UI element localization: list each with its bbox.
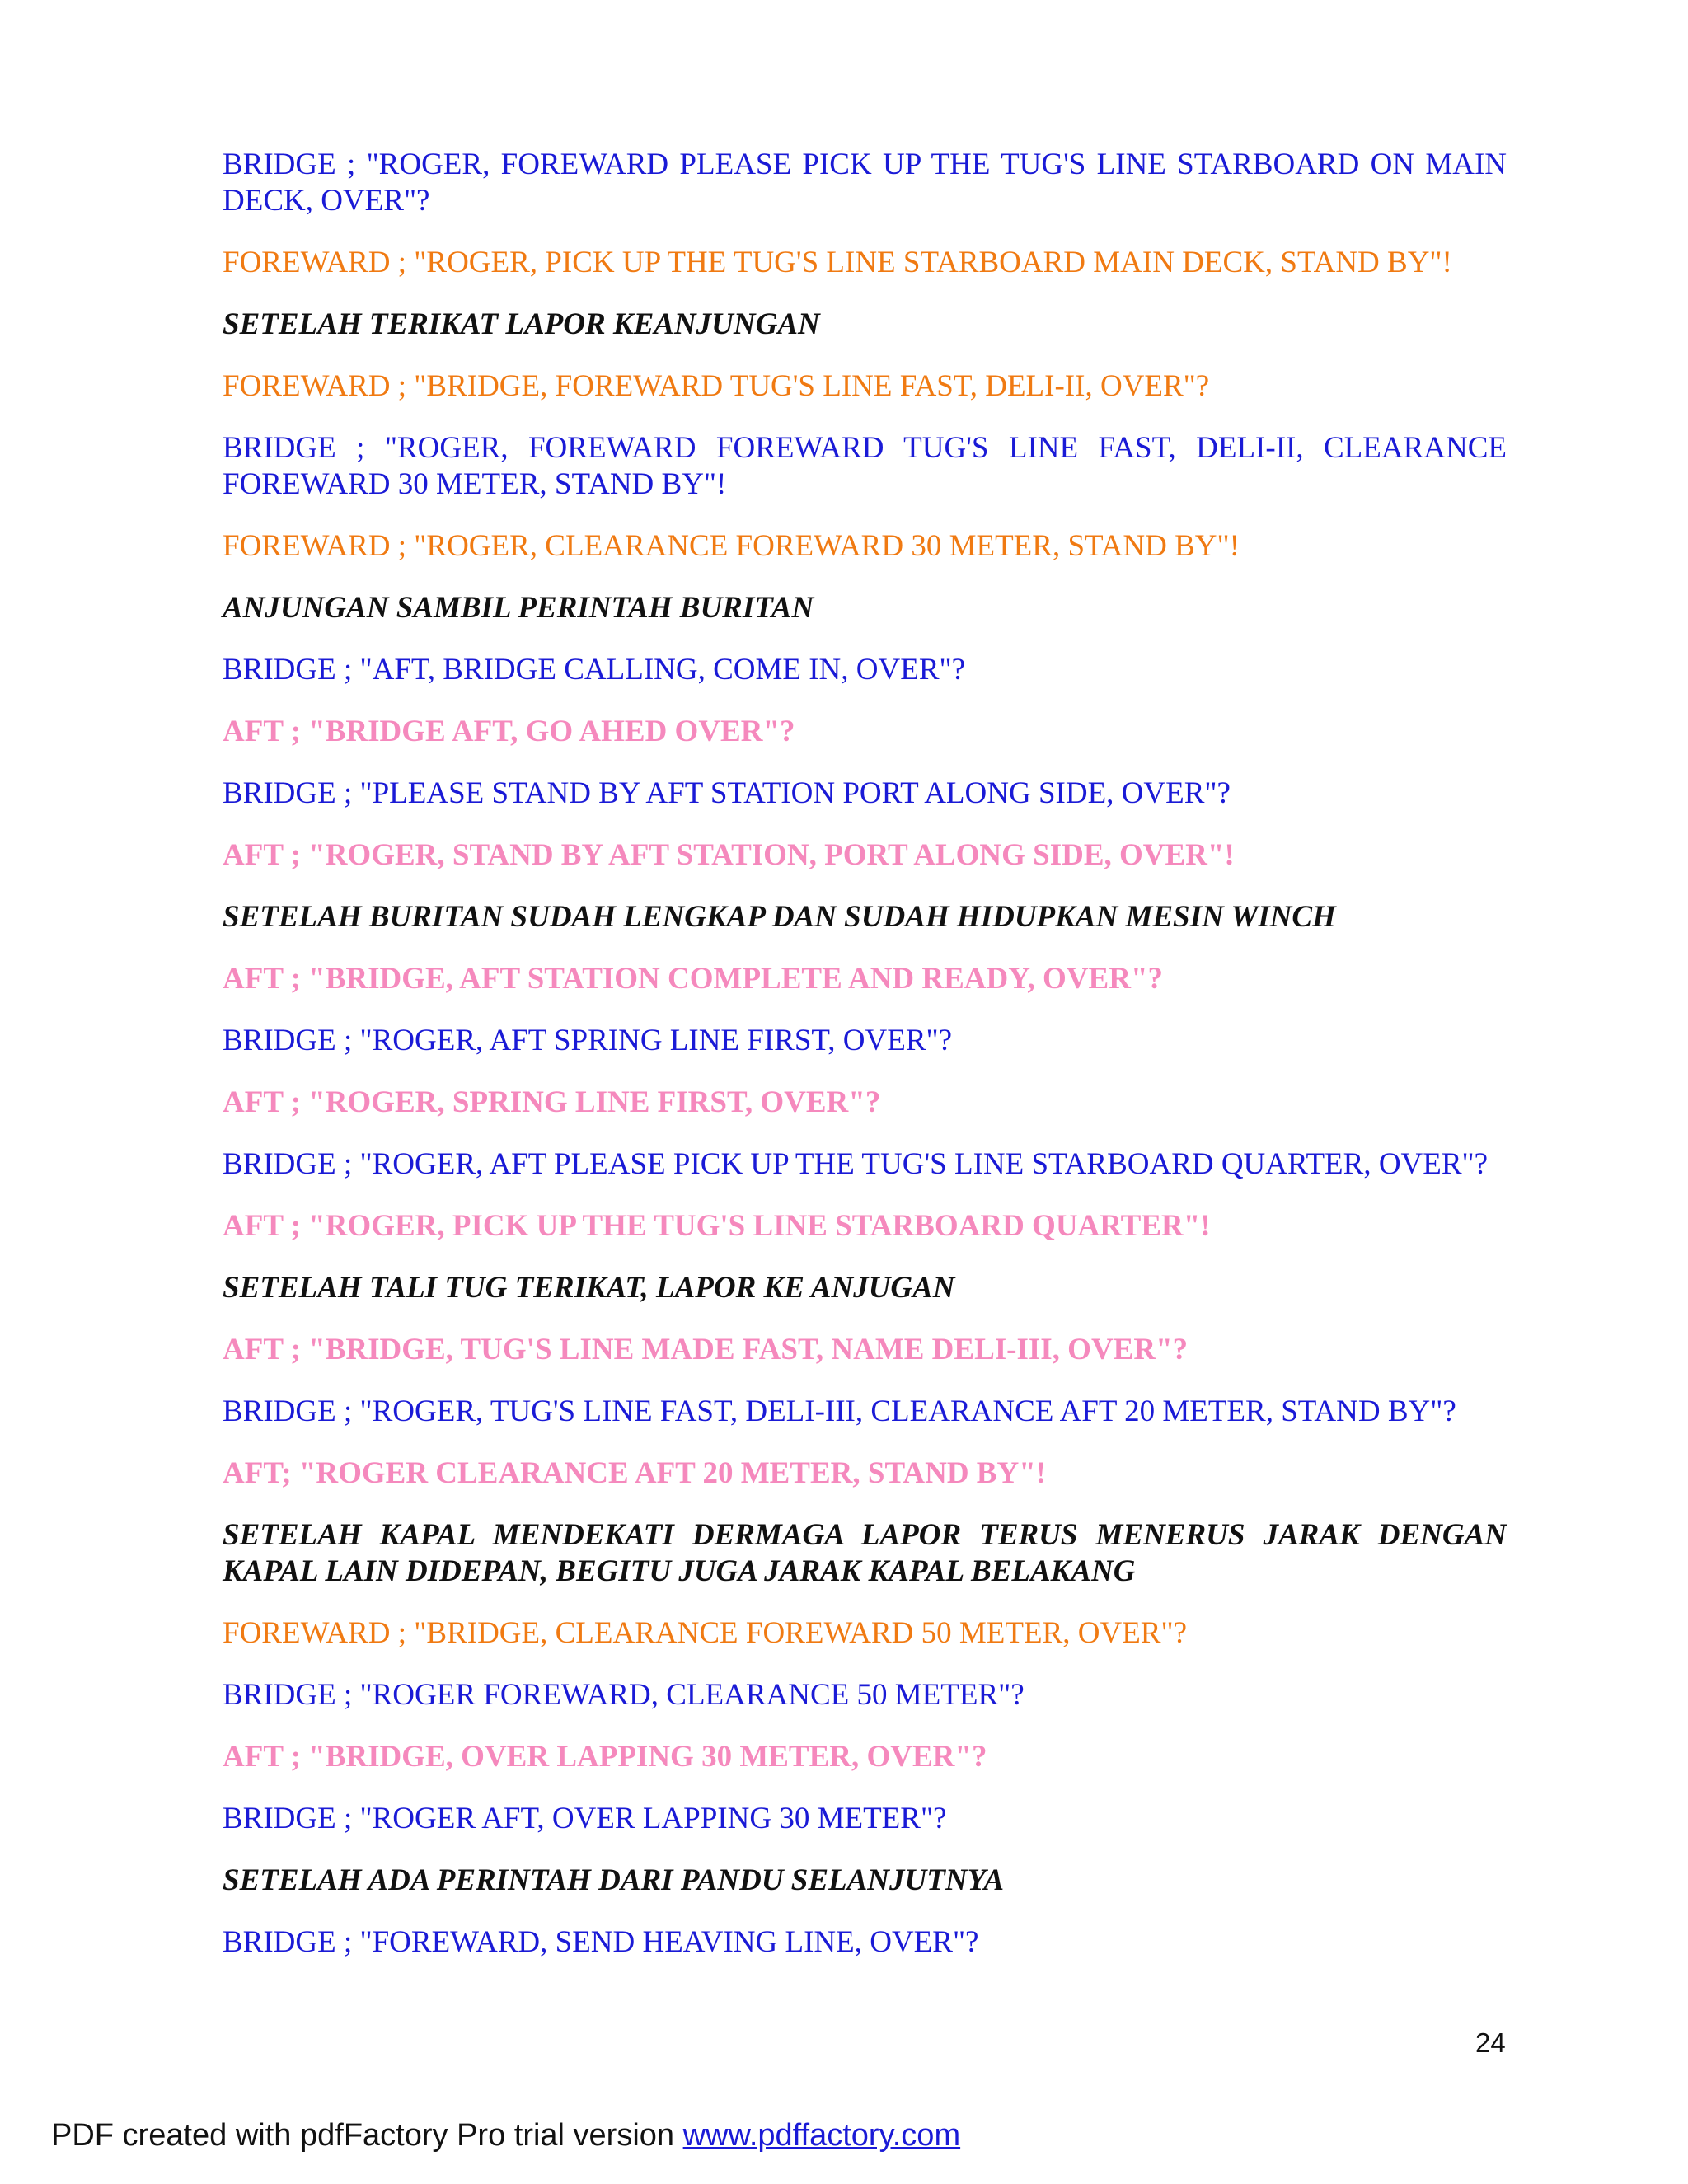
footer-text: PDF created with pdfFactory Pro trial version: [51, 2118, 683, 2153]
dialogue-line-aft: AFT; "ROGER CLEARANCE AFT 20 METER, STAND BY"!: [223, 1456, 1047, 1490]
dialogue-line-bridge: BRIDGE ; "ROGER, AFT SPRING LINE FIRST, OVER"?: [223, 1024, 953, 1057]
instruction-line: ANJUNGAN SAMBIL PERINTAH BURITAN: [223, 591, 814, 625]
dialogue-line-bridge: BRIDGE ; "ROGER FOREWARD, CLEARANCE 50 METER"?: [223, 1678, 1025, 1712]
dialogue-line-bridge: BRIDGE ; "ROGER, TUG'S LINE FAST, DELI-III, CLEARANCE AFT 20 METER, STAND BY"?: [223, 1394, 1456, 1428]
dialogue-line-bridge: BRIDGE ; "ROGER, FOREWARD PLEASE PICK UP THE TUG'S LINE STARBOARD ON MAIN DECK, OVER"?: [223, 148, 1507, 218]
dialogue-line-bridge: BRIDGE ; "FOREWARD, SEND HEAVING LINE, OVER"?: [223, 1925, 979, 1959]
dialogue-line-aft: AFT ; "BRIDGE, TUG'S LINE MADE FAST, NAME DELI-III, OVER"?: [223, 1333, 1189, 1366]
dialogue-line-bridge: BRIDGE ; "ROGER, AFT PLEASE PICK UP THE TUG'S LINE STARBOARD QUARTER, OVER"?: [223, 1147, 1489, 1181]
dialogue-line-bridge: BRIDGE ; "ROGER AFT, OVER LAPPING 30 METER"?: [223, 1802, 947, 1835]
pdf-footer: [51, 2118, 960, 2154]
dialogue-line-bridge: BRIDGE ; "ROGER, FOREWARD FOREWARD TUG'S LINE FAST, DELI-II, CLEARANCE FOREWARD 30 METER, STAND BY"!: [223, 431, 1507, 501]
document-body: [223, 147, 1507, 1986]
dialogue-line-bridge: BRIDGE ; "PLEASE STAND BY AFT STATION PORT ALONG SIDE, OVER"?: [223, 776, 1231, 810]
page-number: 24: [1475, 2027, 1506, 2058]
dialogue-line-aft: AFT ; "ROGER, STAND BY AFT STATION, PORT ALONG SIDE, OVER"!: [223, 838, 1235, 872]
dialogue-line-aft: AFT ; "BRIDGE, AFT STATION COMPLETE AND READY, OVER"?: [223, 962, 1163, 996]
dialogue-line-aft: AFT ; "ROGER, SPRING LINE FIRST, OVER"?: [223, 1085, 881, 1119]
instruction-line: SETELAH ADA PERINTAH DARI PANDU SELANJUTNYA: [223, 1863, 1005, 1897]
dialogue-line-bridge: BRIDGE ; "AFT, BRIDGE CALLING, COME IN, OVER"?: [223, 653, 966, 687]
instruction-line: SETELAH TERIKAT LAPOR KEANJUNGAN: [223, 307, 820, 341]
dialogue-line-foreward: FOREWARD ; "ROGER, CLEARANCE FOREWARD 30 METER, STAND BY"!: [223, 529, 1240, 563]
dialogue-line-aft: AFT ; "ROGER, PICK UP THE TUG'S LINE STARBOARD QUARTER"!: [223, 1209, 1211, 1243]
instruction-line: SETELAH KAPAL MENDEKATI DERMAGA LAPOR TERUS MENERUS JARAK DENGAN KAPAL LAIN DIDEPAN, BEGITU JUGA JARAK KAPAL BELAKANG: [223, 1518, 1507, 1588]
footer-link[interactable]: www.pdffactory.com: [682, 2118, 961, 2153]
dialogue-line-foreward: FOREWARD ; "BRIDGE, FOREWARD TUG'S LINE FAST, DELI-II, OVER"?: [223, 369, 1210, 403]
dialogue-line-aft: AFT ; "BRIDGE AFT, GO AHED OVER"?: [223, 715, 795, 748]
instruction-line: SETELAH TALI TUG TERIKAT, LAPOR KE ANJUGAN: [223, 1271, 955, 1305]
instruction-line: SETELAH BURITAN SUDAH LENGKAP DAN SUDAH HIDUPKAN MESIN WINCH: [223, 900, 1336, 934]
dialogue-line-aft: AFT ; "BRIDGE, OVER LAPPING 30 METER, OVER"?: [223, 1740, 987, 1774]
dialogue-line-foreward: FOREWARD ; "BRIDGE, CLEARANCE FOREWARD 50 METER, OVER"?: [223, 1616, 1188, 1650]
dialogue-line-foreward: FOREWARD ; "ROGER, PICK UP THE TUG'S LINE STARBOARD MAIN DECK, STAND BY"!: [223, 246, 1452, 279]
